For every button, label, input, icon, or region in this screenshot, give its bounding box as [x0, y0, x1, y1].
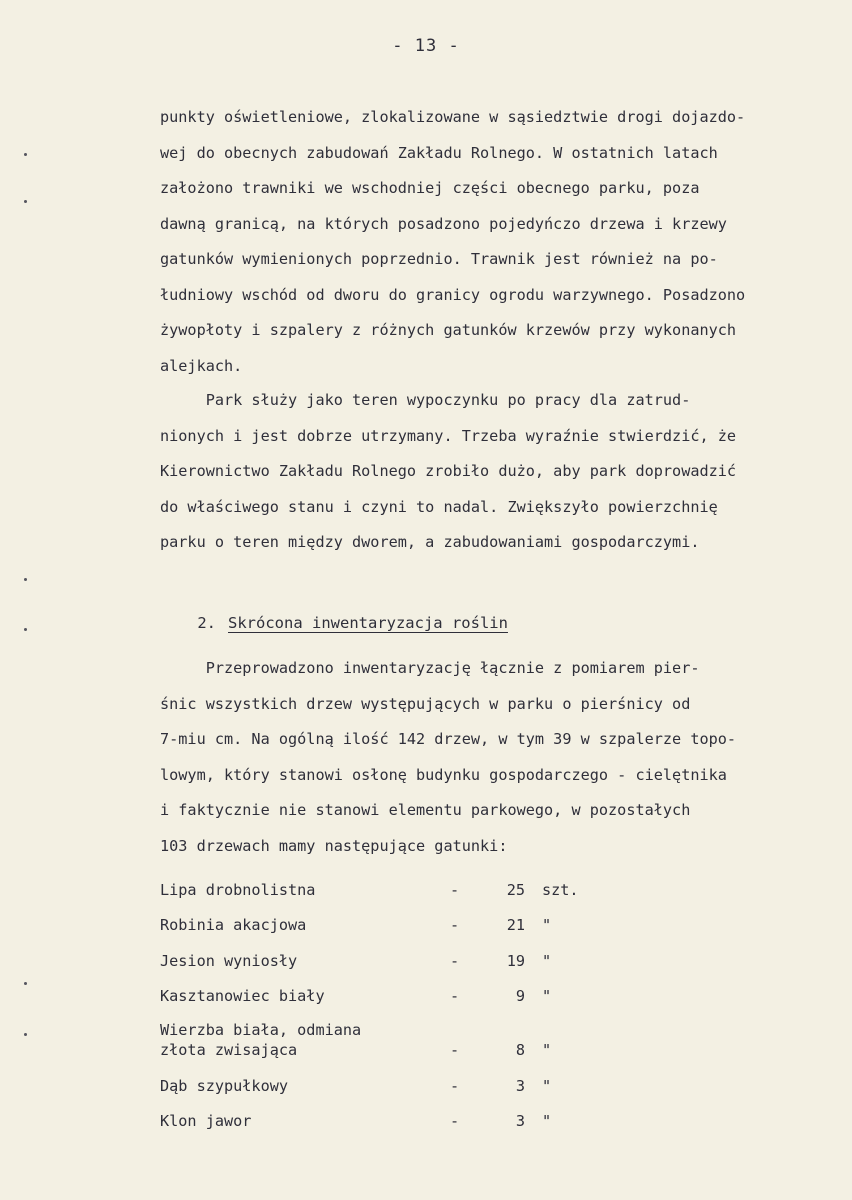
paragraph-1 — [160, 100, 820, 384]
species-row — [160, 1104, 620, 1140]
margin-speck — [24, 578, 27, 581]
species-dash: - — [450, 1041, 460, 1059]
text-line: alejkach. — [160, 356, 243, 375]
species-name: Dąb szypułkowy — [160, 1076, 289, 1095]
margin-speck — [24, 200, 27, 203]
species-dash: - — [450, 916, 460, 934]
text-line: wej do obecnych zabudowań Zakładu Rolnego. W ostatnich latach — [160, 143, 718, 162]
species-name: Robinia akacjowa — [160, 916, 307, 934]
species-count: 21 — [506, 916, 525, 934]
page-number: - 13 - — [392, 36, 460, 56]
species-unit: " — [542, 1076, 552, 1095]
species-dash: - — [450, 880, 460, 899]
margin-speck — [24, 982, 27, 985]
species-dash: - — [450, 1112, 460, 1130]
text-line: parku o teren między dworem, a zabudowaniami gospodarczymi. — [160, 533, 700, 551]
section-number: 2. — [197, 614, 216, 632]
species-count: 3 — [515, 1112, 525, 1130]
species-row — [160, 1068, 620, 1104]
species-unit: " — [542, 1041, 552, 1059]
section-title: Skrócona inwentaryzacja roślin — [228, 614, 508, 632]
species-unit: " — [542, 916, 552, 934]
text-line: Kierownictwo Zakładu Rolnego zrobiło dużo, aby park doprowadzić — [160, 462, 737, 480]
species-row — [160, 872, 620, 908]
species-unit: " — [542, 1112, 552, 1130]
text-line: Park służy jako teren wypoczynku po pracy dla zatrud- — [160, 391, 691, 409]
margin-speck — [24, 153, 27, 156]
text-line: założono trawniki we wschodniej części obecnego parku, poza — [160, 179, 700, 197]
text-line: punkty oświetleniowe, zlokalizowane w sąsiedztwie drogi dojazdo- — [160, 108, 746, 126]
species-unit: " — [542, 951, 552, 970]
species-row — [160, 908, 620, 944]
species-name: Kasztanowiec biały — [160, 987, 325, 1005]
species-row — [160, 1014, 620, 1068]
section-heading — [160, 596, 508, 650]
species-count: 25 — [506, 880, 525, 899]
species-name: Lipa drobnolistna — [160, 880, 316, 899]
text-line: 7-miu cm. Na ogólną ilość 142 drzew, w tym 39 w szpalerze topo- — [160, 730, 737, 748]
text-line: żywopłoty i szpalery z różnych gatunków krzewów przy wykonanych — [160, 321, 737, 339]
text-line: i faktycznie nie stanowi elementu parkowego, w pozostałych — [160, 801, 691, 819]
species-count: 3 — [515, 1076, 525, 1095]
species-count: 19 — [506, 951, 525, 970]
species-name: Klon jawor — [160, 1112, 252, 1130]
text-line: gatunków wymienionych poprzednio. Trawnik jest również na po- — [160, 250, 718, 268]
species-count: 8 — [515, 1041, 525, 1059]
species-list — [160, 872, 620, 1139]
text-line: nionych i jest dobrze utrzymany. Trzeba wyraźnie stwierdzić, że — [160, 426, 737, 445]
species-dash: - — [450, 987, 460, 1005]
species-row — [160, 943, 620, 979]
species-count: 9 — [515, 987, 525, 1005]
paragraph-2 — [160, 383, 820, 561]
text-line: 103 drzewach mamy następujące gatunki: — [160, 836, 508, 855]
species-dash: - — [450, 951, 460, 970]
margin-speck — [24, 1033, 27, 1036]
species-unit: szt. — [542, 880, 579, 899]
species-row — [160, 979, 620, 1015]
text-line: lowym, który stanowi osłonę budynku gospodarczego - cielętnika — [160, 765, 727, 784]
text-line: Przeprowadzono inwentaryzację łącznie z pomiarem pier- — [160, 659, 700, 677]
text-line: dawną granicą, na których posadzono pojedyńczo drzewa i krzewy — [160, 214, 727, 233]
species-unit: " — [542, 987, 552, 1005]
species-name: Wierzba biała, odmiana złota zwisająca — [160, 1021, 362, 1059]
species-name: Jesion wyniosły — [160, 951, 298, 970]
species-dash: - — [450, 1076, 460, 1095]
margin-speck — [24, 628, 27, 631]
text-line: łudniowy wschód od dworu do granicy ogrodu warzywnego. Posadzono — [160, 285, 746, 304]
paragraph-3 — [160, 651, 820, 864]
text-line: śnic wszystkich drzew występujących w parku o pierśnicy od — [160, 694, 691, 713]
text-line: do właściwego stanu i czyni to nadal. Zwiększyło powierzchnię — [160, 497, 718, 516]
